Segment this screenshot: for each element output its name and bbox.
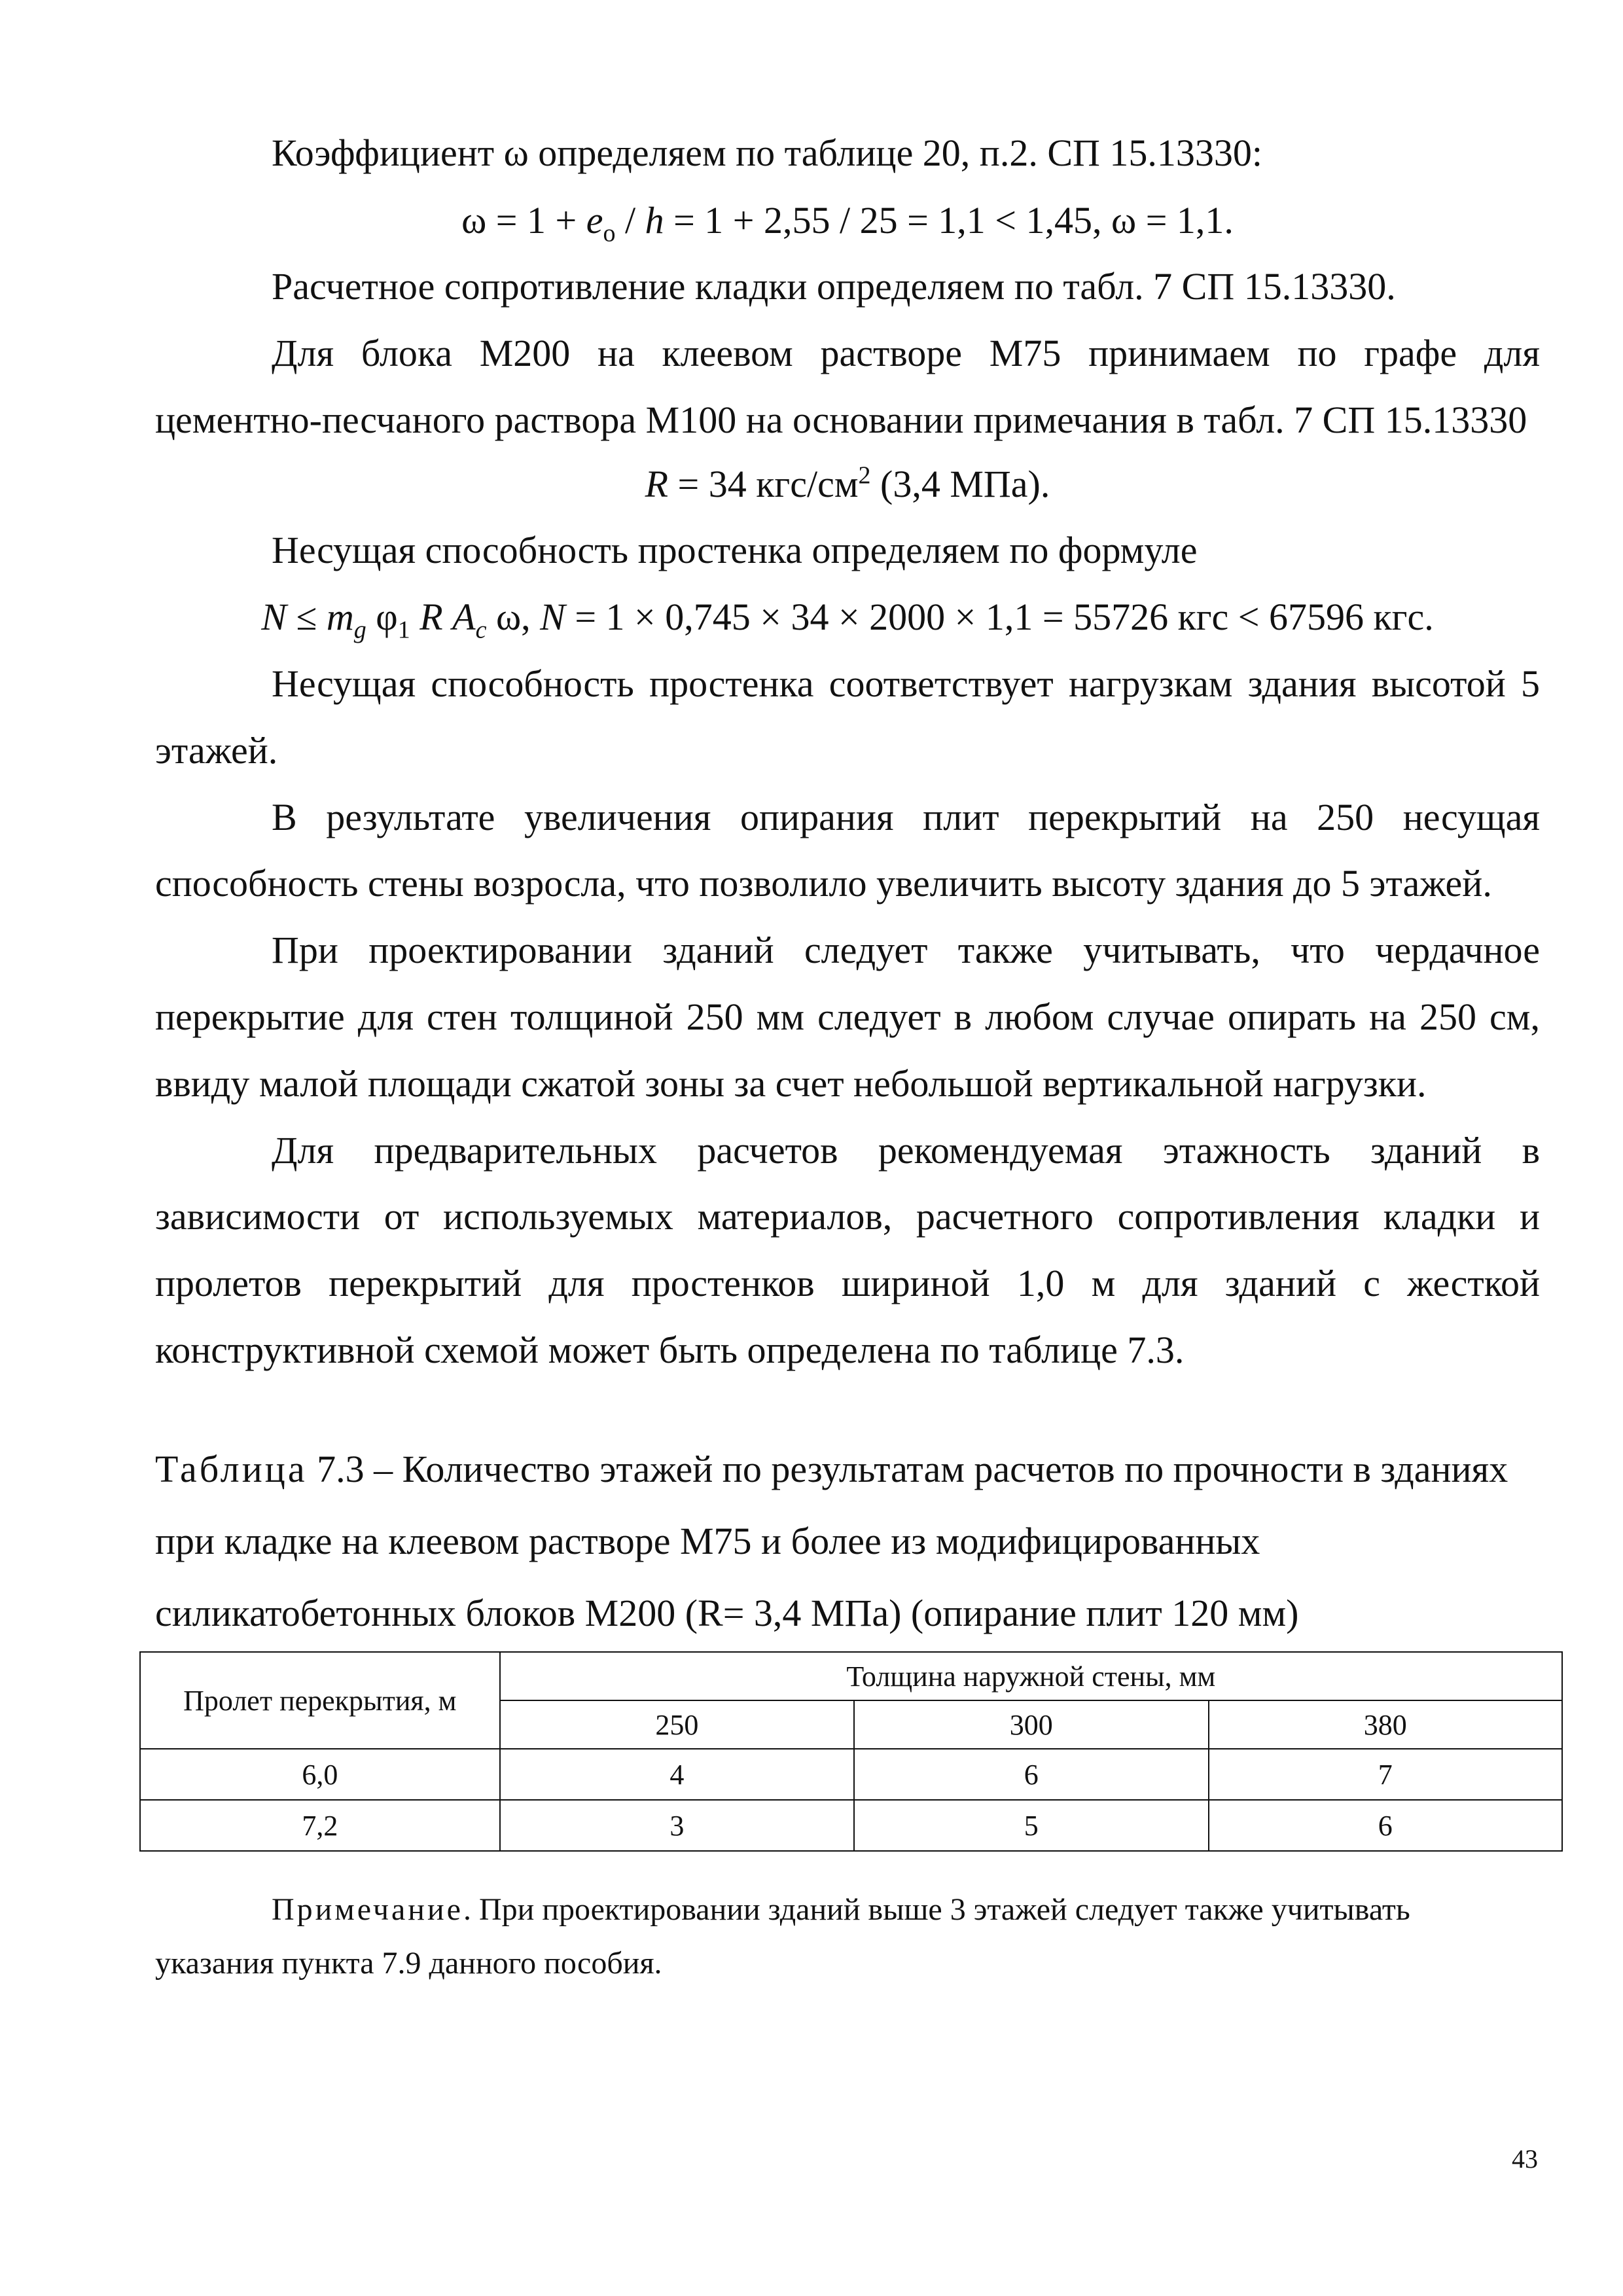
paragraph-prelim-line-3: пролетов перекрытий для простенков шириной 1,0 м для зданий с жесткой bbox=[155, 1262, 1540, 1304]
formula-part bbox=[410, 596, 420, 638]
table-cell: 3 bbox=[500, 1800, 854, 1851]
formula-var-A: A bbox=[452, 596, 476, 638]
formula-part: ω = 1 + bbox=[461, 199, 586, 242]
formula-var-R: R bbox=[419, 596, 443, 638]
formula-sub-1: 1 bbox=[397, 616, 410, 644]
paragraph-prelim-line-2: зависимости от используемых материалов, расчетного сопротивления кладки и bbox=[155, 1195, 1540, 1238]
formula-part bbox=[443, 596, 453, 638]
table-cell: 6 bbox=[1209, 1800, 1562, 1851]
formula-part: / bbox=[615, 199, 645, 242]
formula-sup-2: 2 bbox=[858, 461, 871, 490]
formula-sub-o: o bbox=[603, 219, 616, 247]
table-cell: 5 bbox=[854, 1800, 1208, 1851]
paragraph-omega-coefficient: Коэффициент ω определяем по таблице 20, п.2. СП 15.13330: bbox=[272, 132, 1263, 174]
formula-capacity bbox=[155, 584, 1540, 650]
paragraph-prelim-line-1: Для предварительных расчетов рекомендуемая этажность зданий в bbox=[272, 1129, 1540, 1172]
table-row-header: Пролет перекрытия, м bbox=[140, 1652, 500, 1749]
table-caption-line-1 bbox=[155, 1433, 1540, 1505]
formula-part: ω, bbox=[486, 596, 541, 638]
note-line-1 bbox=[272, 1884, 1410, 1936]
formula-var-h: h bbox=[645, 199, 664, 242]
paragraph-capacity-line-2: этажей. bbox=[155, 729, 278, 772]
paragraph-prelim-line-4: конструктивной схемой может быть определена по таблице 7.3. bbox=[155, 1329, 1185, 1371]
formula-sub-g: g bbox=[353, 616, 366, 644]
paragraph-design-line-3: ввиду малой площади сжатой зоны за счет небольшой вертикальной нагрузки. bbox=[155, 1062, 1427, 1105]
table-cell-span: 7,2 bbox=[140, 1800, 500, 1851]
paragraph-block-line-1: Для блока М200 на клеевом растворе М75 принимаем по графе для bbox=[272, 332, 1540, 374]
formula-var-N: N bbox=[261, 596, 287, 638]
table-caption-label: Таблица bbox=[155, 1448, 308, 1490]
paragraph-result-line-1: В результате увеличения опирания плит перекрытий на 250 несущая bbox=[272, 796, 1540, 838]
paragraph-capacity-line-1: Несущая способность простенка соответствует нагрузкам здания высотой 5 bbox=[272, 662, 1540, 705]
formula-part: (3,4 МПа). bbox=[870, 463, 1050, 505]
table-caption-text: 7.3 – Количество этажей по результатам расчетов по прочности в зданиях bbox=[307, 1448, 1508, 1490]
formula-var-R: R bbox=[645, 463, 669, 505]
formula-part: φ bbox=[366, 596, 398, 638]
note-line-2: указания пункта 7.9 данного пособия. bbox=[155, 1946, 662, 1981]
table-row bbox=[140, 1749, 1562, 1800]
formula-part: = 34 кгс/см bbox=[668, 463, 859, 505]
formula-var-N: N bbox=[540, 596, 565, 638]
table-row bbox=[140, 1800, 1562, 1851]
formula-var-e: e bbox=[586, 199, 603, 242]
paragraph-result-line-2: способность стены возросла, что позволило увеличить высоту здания до 5 этажей. bbox=[155, 862, 1492, 905]
note-text: . При проектировании зданий выше 3 этажей следует также учитывать bbox=[463, 1892, 1410, 1927]
table-cell-span: 6,0 bbox=[140, 1749, 500, 1800]
table-cell: 7 bbox=[1209, 1749, 1562, 1800]
table-column-header: 300 bbox=[854, 1700, 1208, 1749]
paragraph-block-line-2: цементно-песчаного раствора М100 на основании примечания в табл. 7 СП 15.13330 bbox=[155, 399, 1527, 441]
table-cell: 6 bbox=[854, 1749, 1208, 1800]
note-label: Примечание bbox=[272, 1892, 463, 1927]
floors-table bbox=[139, 1651, 1563, 1852]
table-header-row bbox=[140, 1652, 1562, 1700]
formula-part: ≤ bbox=[286, 596, 327, 638]
page-number: 43 bbox=[1512, 2144, 1538, 2174]
formula-omega bbox=[155, 188, 1540, 253]
formula-sub-c: c bbox=[475, 616, 487, 644]
formula-R bbox=[155, 452, 1540, 517]
paragraph-capacity-formula-intro: Несущая способность простенка определяем по формуле bbox=[272, 529, 1198, 571]
formula-var-m: m bbox=[326, 596, 354, 638]
paragraph-design-line-2: перекрытие для стен толщиной 250 мм следует в любом случае опирать на 250 см, bbox=[155, 996, 1540, 1038]
table-group-header: Толщина наружной стены, мм bbox=[500, 1652, 1562, 1700]
paragraph-resistance: Расчетное сопротивление кладки определяем по табл. 7 СП 15.13330. bbox=[272, 265, 1396, 308]
table-caption-line-2: при кладке на клеевом растворе М75 и более из модифицированных bbox=[155, 1520, 1260, 1562]
table-cell: 4 bbox=[500, 1749, 854, 1800]
table-column-header: 380 bbox=[1209, 1700, 1562, 1749]
paragraph-design-line-1: При проектировании зданий следует также учитывать, что чердачное bbox=[272, 929, 1540, 971]
table-column-header: 250 bbox=[500, 1700, 854, 1749]
formula-part: = 1 + 2,55 / 25 = 1,1 < 1,45, ω = 1,1. bbox=[664, 199, 1234, 242]
formula-part: = 1 × 0,745 × 34 × 2000 × 1,1 = 55726 кгс < 67596 кгс. bbox=[565, 596, 1434, 638]
table-caption-line-3: силикатобетонных блоков М200 (R= 3,4 МПа) (опирание плит 120 мм) bbox=[155, 1592, 1299, 1634]
